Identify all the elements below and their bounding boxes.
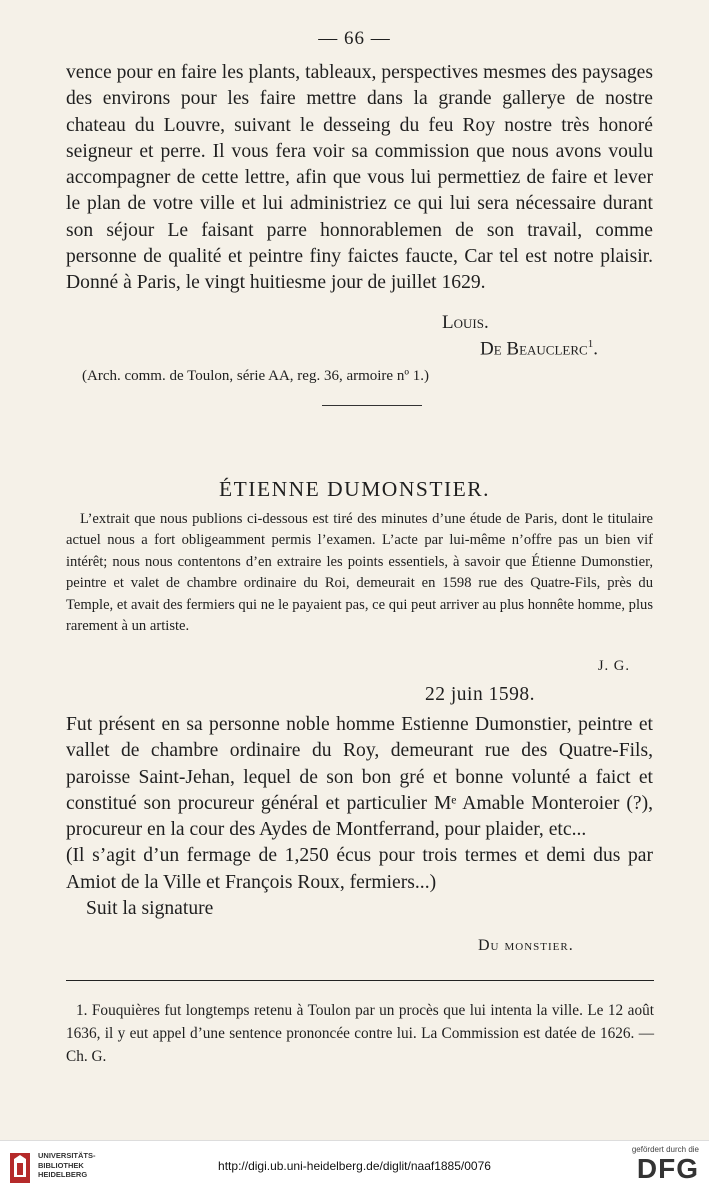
intro-paragraph: L’extrait que nous publions ci-dessous est tiré des minutes d’une étude de Paris, dont le titulaire actuel nous a fort obligeamment permis l’examen. L’acte par lui-même n’offre pas un bien vif intérêt; nous nous contentons d’en extraire les points essentiels, à savoir que Étienne Dumonstier, peintre et valet de chambre ordinaire du Roi, demeurait en 1598 rue des Quatre-Fils, près du Temple, et avait des fermiers qui ne le payaient pas, ce qui peut arriver au plus honnête homme, plus rarement à un artiste.: [66, 511, 653, 635]
letter-paragraph: vence pour en faire les plants, tableaux, perspectives mesmes des paysages des environs pour les faire mettre dans la grande galleryе de nostre chateau du Louvre, suivant le desseing du feu Roy nostre très honoré seigneur et perre. Il vous fera voir sa commission que nous avons voulu accompagner de cette lettre, afin que vous lui permettiez de faire et lever le plan de votre ville et lui administriez ce qui lui sera nécessaire durant son séjour Le faisant parre honnorablemen de son travail, comme personne de qualité et peintre finy faictes faucte, Car tel est notre plaisir. Donné à Paris, le vingt huitiesme jour de juillet 1629.: [66, 62, 653, 294]
footnote-divider: [66, 980, 654, 981]
library-name: UNIVERSITÄTS- BIBLIOTHEK HEIDELBERG: [38, 1151, 96, 1179]
viewer-footer: [0, 1140, 709, 1197]
funding-label: gefördert durch die: [631, 1145, 699, 1154]
act-body: [66, 712, 653, 922]
act-note: (Il s’agit d’un fermage de 1,250 écus pour trois termes et demi dus par Amiot de la Ville et François Roux, fermiers...): [66, 845, 653, 893]
dfg-logo[interactable]: [619, 1145, 699, 1184]
footnote: 1. Fouquières fut longtemps retenu à Toulon par un procès que lui intenta la ville. Le 12 août 1636, il y eut appel d’une sentence prononcée contre lui. La Commission est datée de 1626. — Ch. G.: [66, 1002, 654, 1065]
page-url-link[interactable]: http://digi.ub.uni-heidelberg.de/diglit/naaf1885/0076: [218, 1159, 491, 1173]
signature-louis: Louis.: [442, 312, 489, 333]
signature-beauclerc-text: De Beauclerc: [480, 338, 588, 360]
footnote-marker: 1: [587, 338, 594, 350]
act-suit: Suit la signature: [86, 898, 214, 920]
page-number: — 66 —: [318, 28, 391, 49]
section-title: ÉTIENNE DUMONSTIER.: [219, 477, 490, 501]
intro-initials: J. G.: [597, 658, 630, 674]
archive-reference: (Arch. comm. de Toulon, série AA, reg. 36, armoire nº 1.): [82, 368, 429, 384]
act-paragraph: Fut présent en sa personne noble homme Estienne Dumonstier, peintre et vallet de chambre ordinaire du Roy, demeurant rue des Quatre-Fils, paroisse Saint-Jehan, lequel de son bon gré et bonne volunté a faict et constitué son procureur général et particulier Mᵉ Amable Monteroier (?), procureur en la cour des Aydes de Montferrand, pour plaider, etc...: [66, 714, 653, 841]
section-divider: [322, 405, 422, 406]
signature-beauclerc: De Beauclerc$^1$.: [480, 338, 598, 360]
letter-body: [66, 60, 653, 297]
act-date: 22 juin 1598.: [425, 684, 535, 705]
act-signature: Du monstier.: [478, 937, 574, 954]
funder-name: DFG: [636, 1153, 699, 1184]
